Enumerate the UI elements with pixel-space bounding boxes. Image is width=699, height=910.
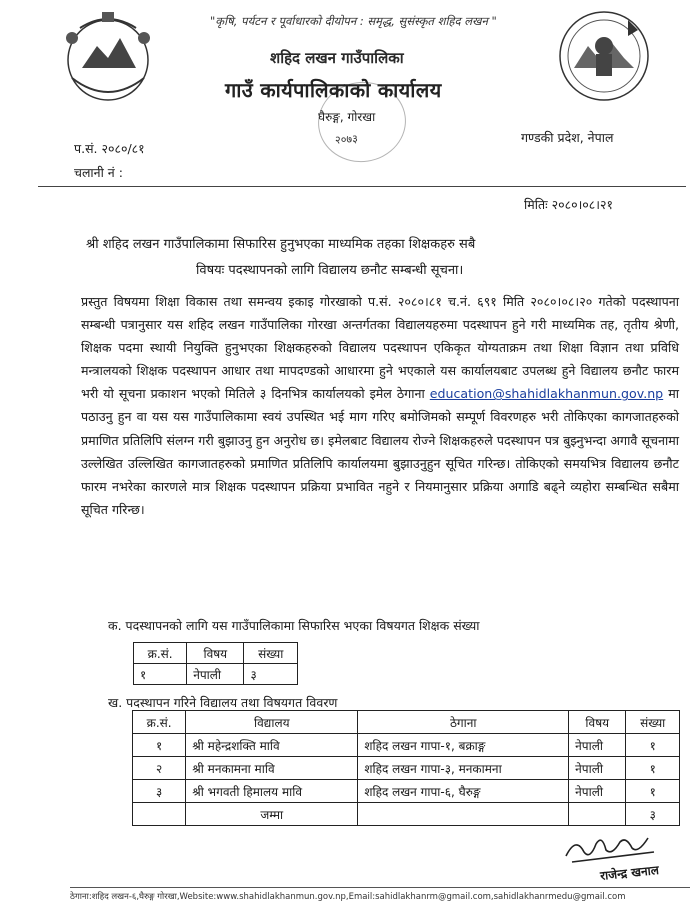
motto-text: "कृषि, पर्यटन र पूर्वाधारको दीयोपन : समृद्ध, सुसंस्कृत शहिद लखन " bbox=[210, 14, 497, 28]
province-name: गण्डकी प्रदेश, नेपाल bbox=[521, 130, 614, 145]
footer-divider bbox=[70, 887, 690, 888]
table-cell: शहिद लखन गापा-१, बक्राङ्ग bbox=[358, 734, 569, 757]
signature-icon bbox=[562, 826, 662, 866]
nepal-emblem-icon bbox=[52, 8, 164, 108]
table-cell: श्री महेन्द्रशक्ति मावि bbox=[186, 734, 358, 757]
table-header-row bbox=[134, 643, 298, 664]
school-details-table bbox=[132, 710, 680, 826]
letter-addressee: श्री शहिद लखन गाउँपालिकामा सिफारिस हुनुभएका माध्यमिक तहका शिक्षकहरु सबै bbox=[86, 237, 476, 252]
table-cell: शहिद लखन गापा-६, घैरुङ्ग bbox=[358, 780, 569, 803]
column-header: क्र.सं. bbox=[133, 711, 186, 734]
table-row bbox=[133, 734, 680, 757]
section-a-title: क. पदस्थापनको लागि यस गाउँपालिकामा सिफारिस भएका विषयगत शिक्षक संख्या bbox=[108, 618, 480, 633]
signatory-name: राजेन्द्र खनाल bbox=[599, 862, 660, 884]
table-header-row bbox=[133, 711, 680, 734]
total-value: ३ bbox=[626, 803, 680, 826]
table-cell: नेपाली bbox=[569, 734, 626, 757]
table-total-row bbox=[133, 803, 680, 826]
table-cell: ३ bbox=[244, 664, 298, 685]
table-cell: १ bbox=[133, 734, 186, 757]
office-name: गाउँ कार्यपालिकाको कार्यालय bbox=[225, 78, 442, 102]
column-header: विद्यालय bbox=[186, 711, 358, 734]
column-header: ठेगाना bbox=[358, 711, 569, 734]
column-header: क्र.सं. bbox=[134, 643, 187, 664]
table-row bbox=[134, 664, 298, 685]
table-cell: १ bbox=[134, 664, 187, 685]
table-cell: १ bbox=[626, 757, 680, 780]
table-row bbox=[133, 757, 680, 780]
body-text-part1: प्रस्तुत विषयमा शिक्षा विकास तथा समन्वय इकाइ गोरखाको प.सं. २०८०।८१ च.नं. ६९१ मिति २०८०।०८।२० गतेको पदस्थापना सम्बन्धी पत्रानुसार यस शहिद लखन गाउँपालिका गोरखा अन्तर्गतका विद्यालयहरुमा पदस्थापन हुने गरी माध्यमिक तह, तृतीय श्रेणी, शिक्षक पदमा स्थायी नियुक्ति हुनुभएका शिक्षकहरुको विद्यालय पदस्थापन एकिकृत योग्यताक्रम तथा शिक्षा विज्ञान तथा प्रविधि मन्त्रालयको शिक्षक पदस्थापन आधार तथा मापदण्डको आधारमा हुने भएकाले यस कार्यालयबाट उपलब्ध हुने विद्यालय छनौट फारम भरी यो सूचना प्रकाशन भएको मितिले ३ दिनभित्र कार्यालयको इमेल ठेगाना bbox=[81, 294, 679, 402]
column-header: संख्या bbox=[626, 711, 680, 734]
dispatch-number: चलानी नं : bbox=[74, 165, 123, 180]
table-cell bbox=[358, 803, 569, 826]
table-cell: शहिद लखन गापा-३, मनकामना bbox=[358, 757, 569, 780]
table-cell: श्री मनकामना मावि bbox=[186, 757, 358, 780]
header-divider bbox=[38, 186, 686, 187]
table-row bbox=[133, 780, 680, 803]
table-cell: नेपाली bbox=[187, 664, 244, 685]
section-b-title: ख. पदस्थापन गरिने विद्यालय तथा विषयगत विवरण bbox=[108, 695, 338, 710]
email-link[interactable]: education@shahidlakhanmun.gov.np bbox=[429, 386, 664, 402]
letter-subject: विषयः पदस्थापनको लागि विद्यालय छनौट सम्बन्धी सूचना। bbox=[196, 263, 464, 278]
municipality-logo-icon bbox=[552, 6, 656, 106]
letter-date: मितिः २०८०।०८।२१ bbox=[524, 197, 614, 212]
footer-contact: ठेगाना:शहिद लखन-६,घैरुङ्ग गोरखा,Website:www.shahidlakhanmun.gov.np,Email:sahidlakhanrm@gmail.com,sahidlakhanrmedu@gmail.com bbox=[70, 892, 626, 902]
letter-body bbox=[81, 290, 679, 521]
table-cell: श्री भगवती हिमालय मावि bbox=[186, 780, 358, 803]
table-cell bbox=[133, 803, 186, 826]
subject-teacher-count-table bbox=[133, 642, 298, 685]
table-cell: २ bbox=[133, 757, 186, 780]
municipality-name: शहिद लखन गाउँपालिका bbox=[270, 49, 404, 67]
table-cell: १ bbox=[626, 780, 680, 803]
office-location: घैरुङ्ग, गोरखा bbox=[318, 110, 376, 124]
established-year: २०७३ bbox=[334, 132, 359, 147]
table-cell: १ bbox=[626, 734, 680, 757]
total-label: जम्मा bbox=[186, 803, 358, 826]
column-header: संख्या bbox=[244, 643, 298, 664]
table-cell: ३ bbox=[133, 780, 186, 803]
table-cell: नेपाली bbox=[569, 757, 626, 780]
column-header: विषय bbox=[187, 643, 244, 664]
reference-number: प.सं. २०८०/८१ bbox=[74, 141, 145, 156]
body-text-part2: मा पठाउनु हुन वा यस यस गाउँपालिकामा स्वयं उपस्थित भई माग गरिए बमोजिमको सम्पूर्ण विवरणहरु भरी तोकिएका कागजातहरुको प्रमाणित प्रतिलिपि संलग्न गरी बुझाउनु हुन अनुरोध छ। इमेलबाट विद्यालय रोज्ने शिक्षकहरुले पदस्थापन पत्र बुझ्नुभन्दा अगावै सूचनामा उल्लेखित उल्लिखित कागजातहरुको प्रमाणित प्रतिलिपि कार्यालयमा बुझाउनुहुन सूचित गरिन्छ। तोकिएको समयभित्र विद्यालय छनौट फारम नभरेका कारणले मात्र शिक्षक पदस्थापन प्रक्रिया प्रभावित नहुने र नियमानुसार प्रक्रिया अगाडि बढ्ने व्यहोरा सम्बन्धित सबैमा सूचित गरिन्छ। bbox=[81, 386, 679, 517]
column-header: विषय bbox=[569, 711, 626, 734]
table-cell bbox=[569, 803, 626, 826]
table-cell: नेपाली bbox=[569, 780, 626, 803]
